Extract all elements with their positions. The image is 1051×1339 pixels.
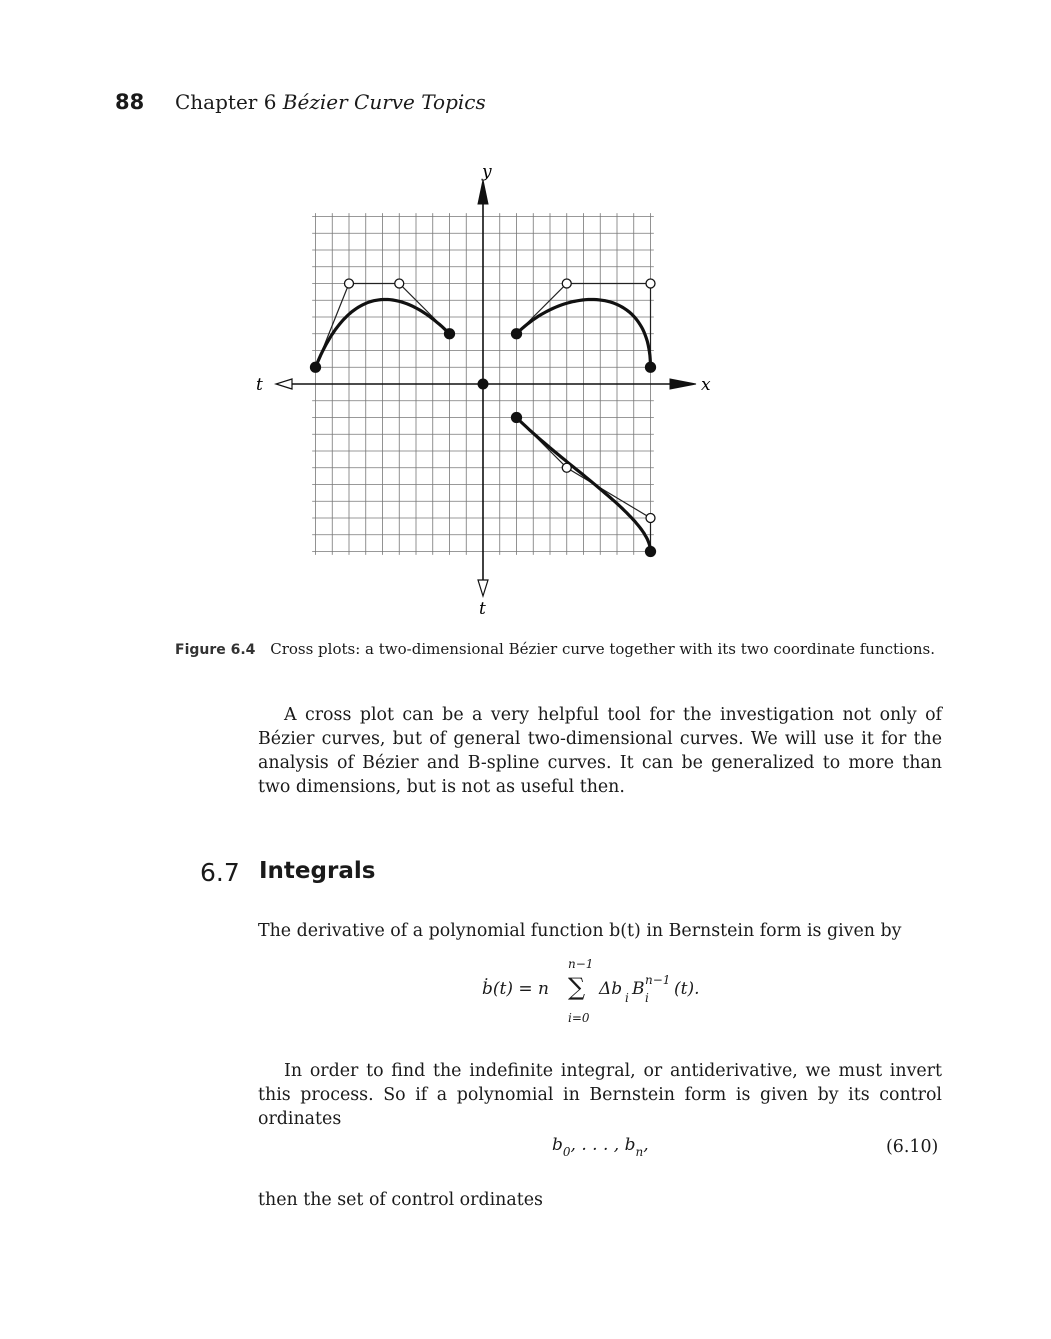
eq2-middle: , . . . , b [570, 1135, 636, 1155]
sum-lower-limit: i=0 [568, 1011, 590, 1025]
endpoint-1-3 [445, 329, 455, 339]
eq2-end: , [643, 1135, 649, 1155]
bernstein-subscript: i [645, 991, 649, 1005]
bernstein-basis: B [632, 979, 645, 999]
x-axis-label: x [701, 375, 711, 395]
chapter-title: Bézier Curve Topics [282, 90, 486, 114]
endpoint-2-0 [512, 329, 522, 339]
paragraph-control-ordinates: then the set of control ordinates [258, 1190, 543, 1210]
t-left-arrow [276, 379, 292, 389]
sum-upper-limit: n−1 [568, 957, 594, 971]
cross-plot-figure [250, 160, 730, 630]
y-axis-arrow [478, 180, 488, 204]
eq2-subscript-0: 0 [562, 1145, 571, 1159]
control-point-0-2 [646, 514, 655, 523]
axes [276, 180, 696, 596]
t-bottom-arrow [478, 580, 488, 596]
equation-number: (6.10) [886, 1137, 939, 1157]
paragraph-cross-plot: A cross plot can be a very helpful tool for the investigation not only of Bézier curves, but of general two-dimensional curves. We will use it for the analysis of Bézier and B-spline curves. It can be generalized to more than two dimensions, but is not as useful then. [258, 705, 942, 797]
control-point-1-2 [395, 279, 404, 288]
eq2-subscript-n: n [635, 1145, 644, 1159]
y-axis-label: y [482, 162, 492, 182]
delta-b-term: Δb [599, 979, 623, 999]
control-point-2-2 [646, 279, 655, 288]
control-point-2-1 [562, 279, 571, 288]
endpoint-2-3 [646, 362, 656, 372]
page-number: 88 [115, 90, 145, 114]
figure-caption-label: Figure 6.4 [175, 642, 256, 658]
equation-derivative [482, 955, 742, 1035]
chapter-label: Chapter 6 [175, 90, 277, 114]
control-point-1-1 [345, 279, 354, 288]
endpoint-0-3 [646, 547, 656, 557]
t-left-axis-label: t [256, 375, 263, 395]
x-axis-arrow [670, 379, 696, 389]
section-number: 6.7 [200, 858, 240, 887]
running-header [175, 90, 486, 114]
paragraph-antiderivative: In order to find the indefinite integral, or antiderivative, we must invert this process. So if a polynomial in Bernstein form is given by its control ordinates [258, 1061, 942, 1129]
figure-caption [175, 640, 975, 658]
equation-lhs: ḃ(t) = n [482, 979, 549, 999]
figure-caption-text: Cross plots: a two-dimensional Bézier curve together with its two coordinate functions. [270, 640, 935, 658]
sum-symbol: ∑ [568, 973, 586, 1001]
equation-control-ordinates [552, 1135, 712, 1165]
endpoint-0-0 [512, 413, 522, 423]
bernstein-superscript: n−1 [645, 973, 671, 987]
section-title: Integrals [259, 858, 376, 884]
origin-point [478, 379, 488, 389]
paragraph-derivative: The derivative of a polynomial function b(t) in Bernstein form is given by [258, 921, 902, 941]
t-bottom-axis-label: t [479, 599, 486, 619]
endpoint-1-0 [311, 362, 321, 372]
control-point-0-1 [562, 463, 571, 472]
equation-tail: (t). [674, 979, 700, 999]
eq2-b0: b [552, 1135, 563, 1155]
delta-b-subscript: i [625, 991, 629, 1005]
